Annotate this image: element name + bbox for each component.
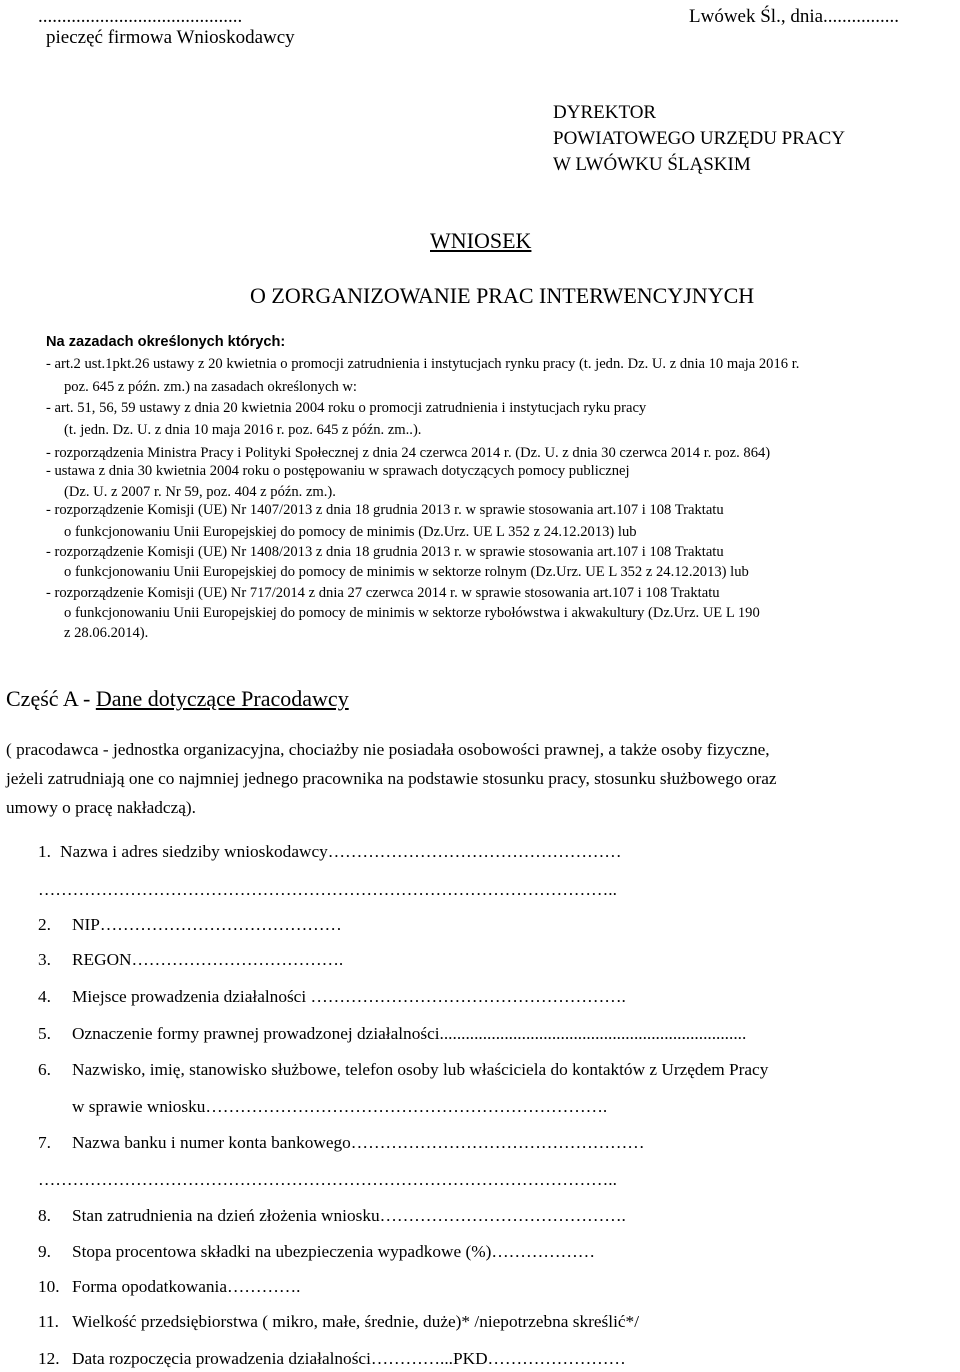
item-number: 4. bbox=[38, 987, 51, 1006]
field-bank-account-continuation: ……………………………………………………………………………………….. bbox=[38, 1170, 617, 1189]
field-nip: NIP…………………………………… bbox=[72, 915, 342, 934]
field-company-name-address-continuation: ……………………………………………………………………………………….. bbox=[38, 880, 617, 899]
item-number: 2. bbox=[38, 915, 51, 934]
item-number: 6. bbox=[38, 1060, 51, 1079]
item-number: 8. bbox=[38, 1206, 51, 1225]
item-number: 1. bbox=[38, 842, 51, 861]
part-a-heading bbox=[6, 686, 349, 712]
legal-line: - rozporządzenie Komisji (UE) Nr 1407/2013 z dnia 18 grudnia 2013 r. w sprawie stosowania art.107 i 108 Traktatu bbox=[46, 502, 724, 518]
stamp-dots: ........................................... bbox=[38, 6, 243, 27]
legal-basis-heading: Na zazadach określonych których: bbox=[46, 334, 286, 350]
legal-line: (t. jedn. Dz. U. z dnia 10 maja 2016 r. poz. 645 z późn. zm..). bbox=[64, 422, 422, 438]
legal-line: (Dz. U. z 2007 r. Nr 59, poz. 404 z późn. zm.). bbox=[64, 484, 336, 500]
item-number: 3. bbox=[38, 950, 51, 969]
document-subtitle: O ZORGANIZOWANIE PRAC INTERWENCYJNYCH bbox=[250, 283, 755, 308]
legal-line: z 28.06.2014). bbox=[64, 625, 149, 641]
field-business-location: Miejsce prowadzenia działalności ………………………………………………. bbox=[72, 987, 626, 1006]
part-a-prefix: Część A - bbox=[6, 686, 96, 711]
item-number: 11. bbox=[38, 1312, 59, 1331]
item-number: 7. bbox=[38, 1133, 51, 1152]
legal-line: - ustawa z dnia 30 kwietnia 2004 roku o postępowaniu w sprawach dotyczących pomocy publicznej bbox=[46, 463, 630, 479]
field-activity-start-date-pkd: Data rozpoczęcia prowadzenia działalności…………...PKD…………………… bbox=[72, 1349, 626, 1368]
field-enterprise-size: Wielkość przedsiębiorstwa ( mikro, małe, średnie, duże)* /niepotrzebna skreślić*/ bbox=[72, 1312, 639, 1331]
stamp-label: pieczęć firmowa Wnioskodawcy bbox=[46, 27, 295, 48]
legal-line: - art. 51, 56, 59 ustawy z dnia 20 kwietnia 2004 roku o promocji zatrudnienia i instytucjach ryku pracy bbox=[46, 400, 647, 416]
field-regon: REGON………………………………. bbox=[72, 950, 344, 969]
place-date: Lwówek Śl., dnia................ bbox=[689, 6, 900, 27]
legal-line: - rozporządzenia Ministra Pracy i Polityki Społecznej z dnia 24 czerwca 2014 r. (Dz. U. z dnia 30 czerwca 2014 r. poz. 864) bbox=[46, 445, 771, 461]
addressee-line-2: POWIATOWEGO URZĘDU PRACY bbox=[553, 128, 846, 149]
document-title: WNIOSEK bbox=[430, 228, 532, 253]
item-number: 5. bbox=[38, 1024, 51, 1043]
field-employment-status: Stan zatrudnienia na dzień złożenia wniosku……………………………………. bbox=[72, 1206, 626, 1225]
field-bank-account: Nazwa banku i numer konta bankowego…………………………………………… bbox=[72, 1133, 645, 1152]
legal-line: o funkcjonowaniu Unii Europejskiej do pomocy de minimis w sektorze rolnym (Dz.Urz. UE L 352 z 24.12.2013) lub bbox=[64, 564, 749, 580]
legal-line: o funkcjonowaniu Unii Europejskiej do pomocy de minimis (Dz.Urz. UE L 352 z 24.12.2013) lub bbox=[64, 524, 637, 540]
field-accident-insurance-rate: Stopa procentowa składki na ubezpieczenia wypadkowe (%)……………… bbox=[72, 1242, 596, 1261]
part-a-intro-line: jeżeli zatrudniają one co najmniej jednego pracownika na podstawie stosunku pracy, stosunku służbowego oraz bbox=[6, 769, 777, 788]
addressee-line-3: W LWÓWKU ŚLĄSKIM bbox=[553, 154, 751, 175]
legal-line: - rozporządzenie Komisji (UE) Nr 717/2014 z dnia 27 czerwca 2014 r. w sprawie stosowania art.107 i 108 Traktatu bbox=[46, 585, 720, 601]
addressee-line-1: DYREKTOR bbox=[553, 102, 657, 123]
legal-line: o funkcjonowaniu Unii Europejskiej do pomocy de minimis w sektorze rybołówstwa i akwakultury (Dz.Urz. UE L 190 bbox=[64, 605, 760, 621]
legal-line: poz. 645 z późn. zm.) na zasadach określonych w: bbox=[64, 379, 357, 395]
field-contact-person: Nazwisko, imię, stanowisko służbowe, telefon osoby lub właściciela do kontaktów z Urzędem Pracy bbox=[72, 1060, 769, 1079]
legal-line: - rozporządzenie Komisji (UE) Nr 1408/2013 z dnia 18 grudnia 2013 r. w sprawie stosowania art.107 i 108 Traktatu bbox=[46, 544, 724, 560]
field-taxation-form: Forma opodatkowania…………. bbox=[72, 1277, 301, 1296]
part-a-title: Dane dotyczące Pracodawcy bbox=[95, 686, 349, 711]
part-a-intro-line: ( pracodawca - jednostka organizacyjna, chociażby nie posiadała osobowości prawnej, a także osoby fizyczne, bbox=[6, 740, 770, 759]
item-number: 9. bbox=[38, 1242, 51, 1261]
item-number: 12. bbox=[38, 1349, 60, 1368]
part-a-intro-line: umowy o pracę nakładczą). bbox=[6, 798, 197, 817]
item-number: 10. bbox=[38, 1277, 60, 1296]
field-legal-form: Oznaczenie formy prawnej prowadzonej działalności....................................................................... bbox=[72, 1024, 747, 1043]
legal-line: - art.2 ust.1pkt.26 ustawy z 20 kwietnia o promocji zatrudnienia i instytucjach rynku pracy (t. jedn. Dz. U. z dnia 10 maja 2016 r. bbox=[46, 356, 800, 372]
field-company-name-address: Nazwa i adres siedziby wnioskodawcy…………………………………………… bbox=[60, 842, 622, 861]
field-contact-person-continuation: w sprawie wniosku……………………………………………………………. bbox=[72, 1097, 608, 1116]
